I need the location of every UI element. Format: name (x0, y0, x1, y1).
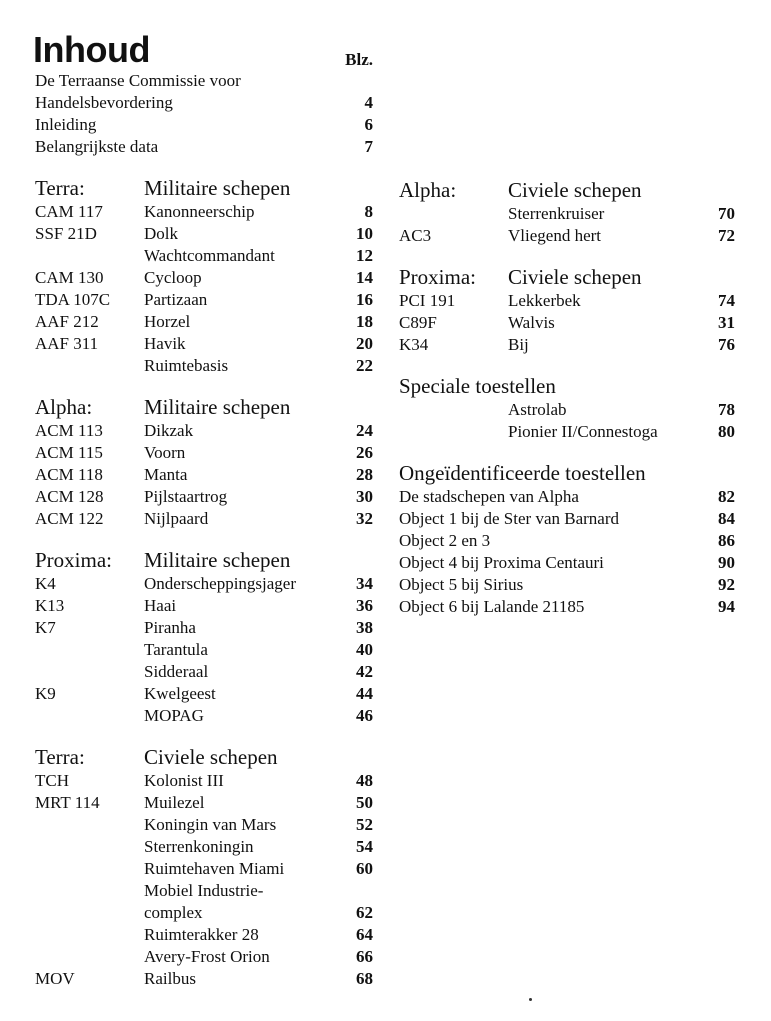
section-gap (33, 727, 373, 744)
entry-code: ACM 118 (35, 465, 103, 484)
section-title: Civiele schepen (508, 178, 642, 202)
section-gap (397, 247, 735, 264)
entry-name: Object 5 bij Sirius (399, 575, 524, 594)
entry-page: 86 (718, 531, 735, 550)
entry-name: Haai (144, 596, 177, 615)
entry-page: 26 (356, 443, 373, 462)
entry-code: C89F (399, 313, 437, 332)
entry-name: Koningin van Mars (144, 815, 277, 834)
section-gap (397, 443, 735, 460)
entry-page: 54 (356, 837, 373, 856)
section-title: Civiele schepen (144, 745, 278, 769)
entry-page: 64 (356, 925, 373, 944)
entry-page: 72 (718, 226, 735, 245)
entry-code: K4 (35, 574, 56, 593)
entry-page: 84 (718, 509, 735, 528)
entry-name: Handelsbevordering (35, 93, 173, 112)
toc-entry (33, 333, 373, 355)
toc-entry (33, 442, 373, 464)
section-heading (33, 547, 373, 573)
entry-code: ACM 128 (35, 487, 104, 506)
toc-entry (33, 968, 373, 990)
toc-entry (33, 617, 373, 639)
entry-name: De stadschepen van Alpha (399, 487, 579, 506)
entry-code: CAM 130 (35, 268, 104, 287)
entry-name: Partizaan (144, 290, 208, 309)
toc-entry (33, 880, 373, 902)
entry-name: Pionier II/Connestoga (508, 422, 658, 441)
entry-name: Avery-Frost Orion (144, 947, 270, 966)
entry-name: Object 2 en 3 (399, 531, 491, 550)
toc-entry (33, 770, 373, 792)
entry-name: Vliegend hert (508, 226, 601, 245)
section-title: Militaire schepen (144, 548, 291, 572)
intro-entry (33, 136, 373, 158)
entry-name: Kwelgeest (144, 684, 216, 703)
section-heading (397, 373, 735, 399)
entry-page: 18 (356, 312, 373, 331)
section-heading (33, 394, 373, 420)
intro-entry (33, 70, 373, 92)
toc-entry (397, 225, 735, 247)
entry-code: TDA 107C (35, 290, 111, 309)
entry-name: Onderscheppingsjager (144, 574, 297, 593)
entry-page: 4 (364, 93, 373, 112)
entry-page: 14 (356, 268, 373, 287)
entry-name: Dikzak (144, 421, 194, 440)
toc-entry (33, 792, 373, 814)
entry-page: 52 (356, 815, 373, 834)
entry-page: 20 (356, 334, 373, 353)
entry-page: 12 (356, 246, 373, 265)
toc-entry (33, 420, 373, 442)
toc-entry (33, 573, 373, 595)
toc-entry (33, 508, 373, 530)
entry-code: ACM 122 (35, 509, 104, 528)
section-title: Civiele schepen (508, 265, 642, 289)
section-title: Speciale toestellen (399, 374, 556, 398)
entry-page: 40 (356, 640, 373, 659)
entry-page: 8 (364, 202, 373, 221)
toc-entry (397, 486, 735, 508)
entry-name: Sterrenkruiser (508, 204, 605, 223)
entry-page: 34 (356, 574, 373, 593)
toc-entry (33, 245, 373, 267)
entry-name: Nijlpaard (144, 509, 209, 528)
entry-page: 44 (356, 684, 373, 703)
toc-entry (33, 201, 373, 223)
entry-name: Piranha (144, 618, 196, 637)
entry-code: ACM 115 (35, 443, 103, 462)
page-title: Inhoud (33, 29, 150, 70)
entry-name: Object 4 bij Proxima Centauri (399, 553, 604, 572)
entry-code: K34 (399, 335, 429, 354)
entry-name: Pijlstaartrog (144, 487, 228, 506)
section-origin: Proxima: (35, 548, 112, 572)
toc-entry (397, 290, 735, 312)
section-title: Militaire schepen (144, 176, 291, 200)
entry-name: Walvis (508, 313, 555, 332)
toc-entry (33, 836, 373, 858)
toc-entry (33, 464, 373, 486)
intro-entry (33, 114, 373, 136)
entry-page: 38 (356, 618, 373, 637)
entry-code: MRT 114 (35, 793, 100, 812)
section-origin: Alpha: (35, 395, 93, 419)
toc-entry (33, 223, 373, 245)
toc-entry (397, 596, 735, 618)
section-heading (33, 175, 373, 201)
entry-page: 70 (718, 204, 735, 223)
entry-name: Railbus (144, 969, 196, 988)
entry-page: 76 (718, 335, 735, 354)
entry-name: Kanonneerschip (144, 202, 255, 221)
entry-name: Havik (144, 334, 186, 353)
entry-code: K7 (35, 618, 56, 637)
entry-code: AAF 212 (35, 312, 99, 331)
toc-entry (33, 946, 373, 968)
entry-name: Wachtcommandant (144, 246, 275, 265)
entry-page: 42 (356, 662, 373, 681)
entry-page: 78 (718, 400, 735, 419)
entry-name: Bij (508, 335, 529, 354)
entry-page: 36 (356, 596, 373, 615)
entry-code: K9 (35, 684, 56, 703)
entry-page: 24 (356, 421, 373, 440)
entry-name: Mobiel Industrie- (144, 881, 264, 900)
entry-page: 68 (356, 969, 373, 988)
toc-entry (33, 311, 373, 333)
toc-entry (397, 203, 735, 225)
print-speck (529, 998, 532, 1001)
entry-code: MOV (35, 969, 75, 988)
entry-page: 80 (718, 422, 735, 441)
entry-page: 30 (356, 487, 373, 506)
toc-entry (397, 508, 735, 530)
entry-name: Manta (144, 465, 188, 484)
entry-page: 16 (356, 290, 373, 309)
entry-code: PCI 191 (399, 291, 456, 310)
section-heading (397, 460, 735, 486)
entry-code: ACM 113 (35, 421, 103, 440)
entry-name: complex (144, 903, 203, 922)
section-gap (33, 377, 373, 394)
entry-name: Horzel (144, 312, 191, 331)
entry-page: 10 (356, 224, 373, 243)
entry-page: 28 (356, 465, 373, 484)
entry-name: Astrolab (508, 400, 567, 419)
entry-code: SSF 21D (35, 224, 97, 243)
section-origin: Alpha: (399, 178, 457, 202)
section-origin: Terra: (35, 745, 85, 769)
entry-name: Tarantula (144, 640, 208, 659)
entry-page: 62 (356, 903, 373, 922)
entry-page: 32 (356, 509, 373, 528)
entry-name: Ruimtebasis (144, 356, 229, 375)
entry-page: 48 (356, 771, 373, 790)
toc-entry (397, 574, 735, 596)
entry-page: 94 (718, 597, 735, 616)
entry-page: 60 (356, 859, 373, 878)
entry-page: 31 (718, 313, 735, 332)
section-origin: Terra: (35, 176, 85, 200)
entry-page: 66 (356, 947, 373, 966)
entry-name: Dolk (144, 224, 178, 243)
toc-entry (33, 814, 373, 836)
entry-code: K13 (35, 596, 65, 615)
entry-page: 7 (364, 137, 373, 156)
page-column-label: Blz. (345, 50, 373, 69)
intro-entry (33, 92, 373, 114)
section-title: Militaire schepen (144, 395, 291, 419)
entry-name: MOPAG (144, 706, 204, 725)
toc-entry (33, 595, 373, 617)
toc-entry (33, 902, 373, 924)
toc-entry (33, 705, 373, 727)
toc-entry (33, 661, 373, 683)
entry-name: Object 6 bij Lalande 21185 (399, 597, 585, 616)
entry-name: Ruimterakker 28 (144, 925, 259, 944)
section-heading (33, 744, 373, 770)
entry-page: 6 (364, 115, 373, 134)
toc-entry (33, 289, 373, 311)
entry-name: Ruimtehaven Miami (144, 859, 285, 878)
section-gap (33, 158, 373, 175)
toc-entry (33, 924, 373, 946)
toc-entry (33, 486, 373, 508)
entry-code: TCH (35, 771, 69, 790)
toc-entry (33, 267, 373, 289)
entry-name: Belangrijkste data (35, 137, 159, 156)
entry-page: 46 (356, 706, 373, 725)
entry-name: Lekkerbek (508, 291, 581, 310)
entry-name: Voorn (144, 443, 186, 462)
entry-name: Sterrenkoningin (144, 837, 254, 856)
section-origin: Proxima: (399, 265, 476, 289)
entry-code: AC3 (399, 226, 432, 245)
entry-page: 92 (718, 575, 735, 594)
toc-entry (33, 639, 373, 661)
toc-entry (397, 334, 735, 356)
section-heading (397, 177, 735, 203)
section-gap (33, 530, 373, 547)
toc-entry (397, 312, 735, 334)
toc-entry (33, 858, 373, 880)
entry-name: Kolonist III (144, 771, 224, 790)
entry-page: 74 (718, 291, 735, 310)
entry-name: De Terraanse Commissie voor (35, 71, 241, 90)
toc-entry (33, 683, 373, 705)
section-heading (397, 264, 735, 290)
entry-name: Sidderaal (144, 662, 209, 681)
toc-entry (397, 399, 735, 421)
entry-page: 82 (718, 487, 735, 506)
entry-name: Muilezel (144, 793, 205, 812)
entry-page: 90 (718, 553, 735, 572)
entry-name: Object 1 bij de Ster van Barnard (399, 509, 619, 528)
section-title: Ongeïdentificeerde toestellen (399, 461, 646, 485)
entry-code: CAM 117 (35, 202, 103, 221)
section-gap (397, 356, 735, 373)
entry-page: 50 (356, 793, 373, 812)
left-column (33, 70, 373, 990)
toc-entry (33, 355, 373, 377)
entry-name: Cycloop (144, 268, 202, 287)
entry-code: AAF 311 (35, 334, 99, 353)
toc-entry (397, 421, 735, 443)
entry-name: Inleiding (35, 115, 97, 134)
right-column (397, 177, 735, 618)
entry-page: 22 (356, 356, 373, 375)
toc-entry (397, 552, 735, 574)
toc-entry (397, 530, 735, 552)
